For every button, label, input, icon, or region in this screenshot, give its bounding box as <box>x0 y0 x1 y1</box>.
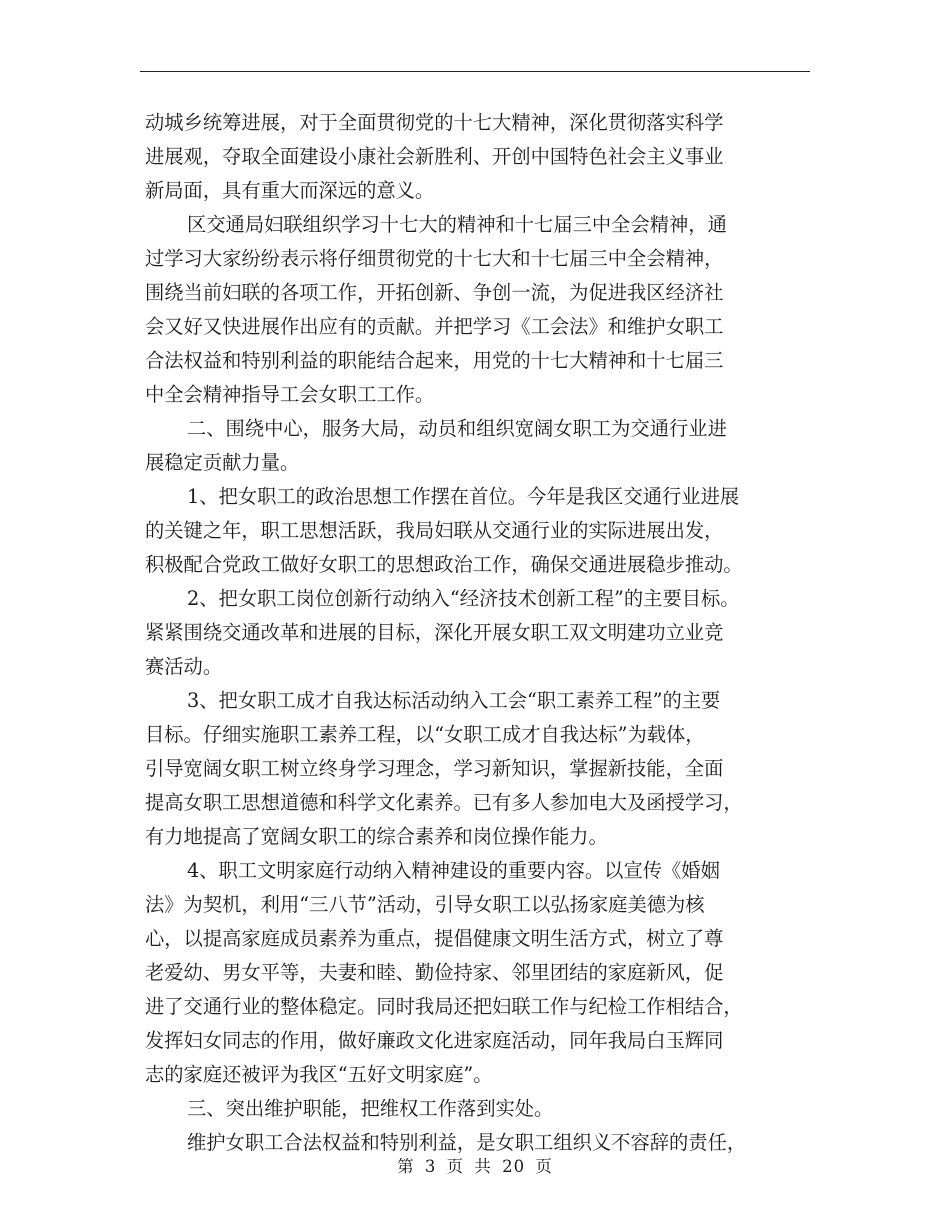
text-line: 老爱幼、男女平等，夫妻和睦、勤俭持家、邻里团结的家庭新风，促 <box>145 961 724 984</box>
text-line: 围绕当前妇联的各项工作，开拓创新、争创一流，为促进我区经济社 <box>145 281 724 304</box>
footer-prefix: 第 <box>397 1157 415 1176</box>
text-line: 引导宽阔女职工树立终身学习理念，学习新知识，掌握新技能，全面 <box>145 757 724 780</box>
text-line: 3、把女职工成才自我达标活动纳入工会“职工素养工程”的主要 <box>187 689 721 712</box>
text-line: 的关键之年，职工思想活跃，我局妇联从交通行业的实际进展出发， <box>145 519 724 542</box>
footer-total-pages: 20 <box>502 1157 526 1176</box>
footer-suffix: 页 <box>535 1157 553 1176</box>
text-line: 目标。仔细实施职工素养工程，以“女职工成才自我达标”为载体， <box>145 723 705 746</box>
text-line: 展稳定贡献力量。 <box>145 451 300 474</box>
text-line: 过学习大家纷纷表示将仔细贯彻党的十七大和十七届三中全会精神， <box>145 247 724 270</box>
text-line: 合法权益和特别利益的职能结合起来，用党的十七大精神和十七届三 <box>145 349 724 372</box>
text-line: 中全会精神指导工会女职工工作。 <box>145 383 435 406</box>
text-line: 动城乡统筹进展，对于全面贯彻党的十七大精神，深化贯彻落实科学 <box>145 111 724 134</box>
text-line: 心，以提高家庭成员素养为重点，提倡健康文明生活方式，树立了尊 <box>145 927 724 950</box>
text-line: 维护女职工合法权益和特别利益，是女职工组织义不容辞的责任， <box>187 1131 747 1154</box>
text-line: 紧紧围绕交通改革和进展的目标，深化开展女职工双文明建功立业竞 <box>145 621 724 644</box>
header-rule <box>140 71 810 72</box>
text-line: 赛活动。 <box>145 655 223 678</box>
text-line: 法》为契机，利用“三八节”活动，引导女职工以弘扬家庭美德为核 <box>145 893 705 916</box>
text-line: 积极配合党政工做好女职工的思想政治工作，确保交通进展稳步推动。 <box>145 553 743 576</box>
text-line: 进了交通行业的整体稳定。同时我局还把妇联工作与纪检工作相结合， <box>145 995 743 1018</box>
text-line: 区交通局妇联组织学习十七大的精神和十七届三中全会精神，通 <box>187 213 727 236</box>
text-line: 4、职工文明家庭行动纳入精神建设的重要内容。以宣传《婚姻 <box>187 859 720 882</box>
footer-page-label: 页 <box>446 1157 465 1176</box>
footer-page-number: 3 <box>424 1157 437 1176</box>
text-line: 会又好又快进展作出应有的贡献。并把学习《工会法》和维护女职工 <box>145 315 724 338</box>
text-line: 三、突出维护职能，把维权工作落到实处。 <box>187 1097 554 1120</box>
text-line: 二、围绕中心，服务大局，动员和组织宽阔女职工为交通行业进 <box>187 417 727 440</box>
text-line: 1、把女职工的政治思想工作摆在首位。今年是我区交通行业进展 <box>187 485 740 508</box>
document-body <box>145 106 845 1160</box>
text-line: 新局面，具有重大而深远的意义。 <box>145 179 435 202</box>
text-line: 有力地提高了宽阔女职工的综合素养和岗位操作能力。 <box>145 825 608 848</box>
text-line: 进展观，夺取全面建设小康社会新胜利、开创中国特色社会主义事业 <box>145 145 724 168</box>
text-line: 志的家庭还被评为我区“五好文明家庭”。 <box>145 1063 493 1086</box>
text-line: 发挥妇女同志的作用，做好廉政文化进家庭活动，同年我局白玉辉同 <box>145 1029 724 1052</box>
text-line: 提高女职工思想道德和科学文化素养。已有多人参加电大及函授学习， <box>145 791 743 814</box>
footer-total-label: 共 <box>474 1157 492 1176</box>
page-footer <box>0 1153 950 1177</box>
text-line: 2、把女职工岗位创新行动纳入“经济技术创新工程”的主要目标。 <box>187 587 740 610</box>
